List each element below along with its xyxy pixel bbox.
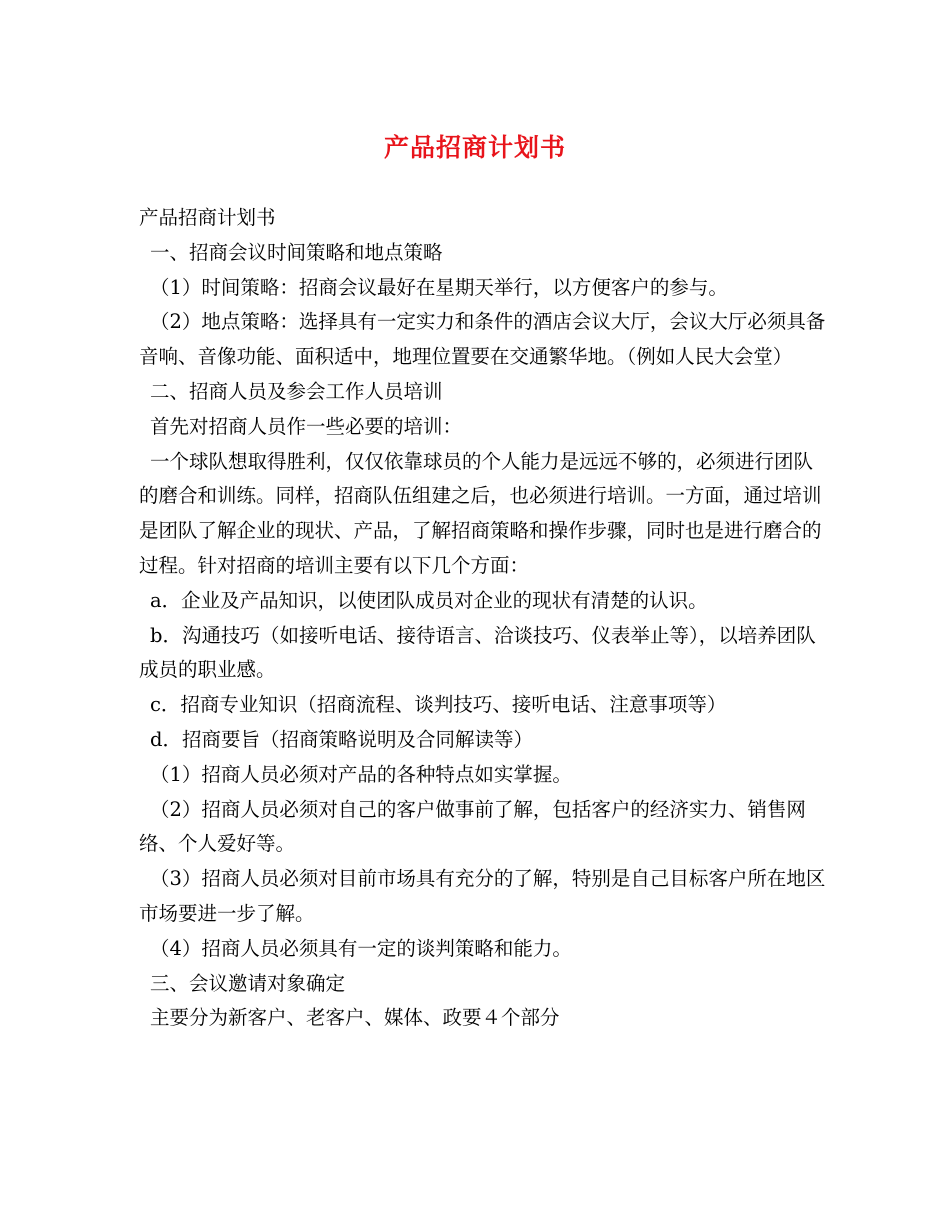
document-body bbox=[139, 201, 829, 1036]
section-heading-3: 三、会议邀请对象确定 bbox=[150, 971, 346, 995]
paragraph: （1）时间策略：招商会议最好在星期天举行，以方便客户的参与。 bbox=[150, 275, 728, 299]
paragraph: 首先对招商人员作一些必要的培训： bbox=[150, 414, 463, 438]
section-heading-1: 一、招商会议时间策略和地点策略 bbox=[150, 240, 443, 264]
section-heading-2: 二、招商人员及参会工作人员培训 bbox=[150, 379, 443, 403]
paragraph-heading: 产品招商计划书 bbox=[139, 206, 276, 229]
list-item: （1）招商人员必须对产品的各种特点如实掌握。 bbox=[150, 762, 572, 786]
list-item: （2）招商人员必须对自己的客户做事前了解，包括客户的经济实力、销售网络、个人爱好等。 bbox=[139, 797, 806, 856]
list-item: a．企业及产品知识，以使团队成员对企业的现状有清楚的认识。 bbox=[150, 588, 708, 612]
list-item: d．招商要旨（招商策略说明及合同解读等） bbox=[150, 727, 533, 751]
list-item: b．沟通技巧（如接听电话、接待语言、洽谈技巧、仪表举止等），以培养团队成员的职业感。 bbox=[139, 623, 816, 682]
document-title: 产品招商计划书 bbox=[383, 133, 566, 162]
list-item: （4）招商人员必须具有一定的谈判策略和能力。 bbox=[150, 936, 572, 960]
paragraph: 主要分为新客户、老客户、媒体、政要４个部分 bbox=[150, 1006, 560, 1030]
list-item: （3）招商人员必须对目前市场具有充分的了解，特别是自己目标客户所在地区市场要进一步了解。 bbox=[139, 867, 826, 925]
paragraph: 一个球队想取得胜利，仅仅依靠球员的个人能力是远远不够的，必须进行团队的磨合和训练。同样，招商队伍组建之后，也必须进行培训。一方面，通过培训是团队了解企业的现状、产品，了解招商策略和操作步骤，同时也是进行磨合的过程。针对招商的培训主要有以下几个方面： bbox=[139, 449, 822, 577]
paragraph: （2）地点策略：选择具有一定实力和条件的酒店会议大厅，会议大厅必须具备音响、音像功能、面积适中，地理位置要在交通繁华地。（例如人民大会堂） bbox=[139, 310, 826, 369]
list-item: c．招商专业知识（招商流程、谈判技巧、接听电话、注意事项等） bbox=[150, 693, 727, 717]
